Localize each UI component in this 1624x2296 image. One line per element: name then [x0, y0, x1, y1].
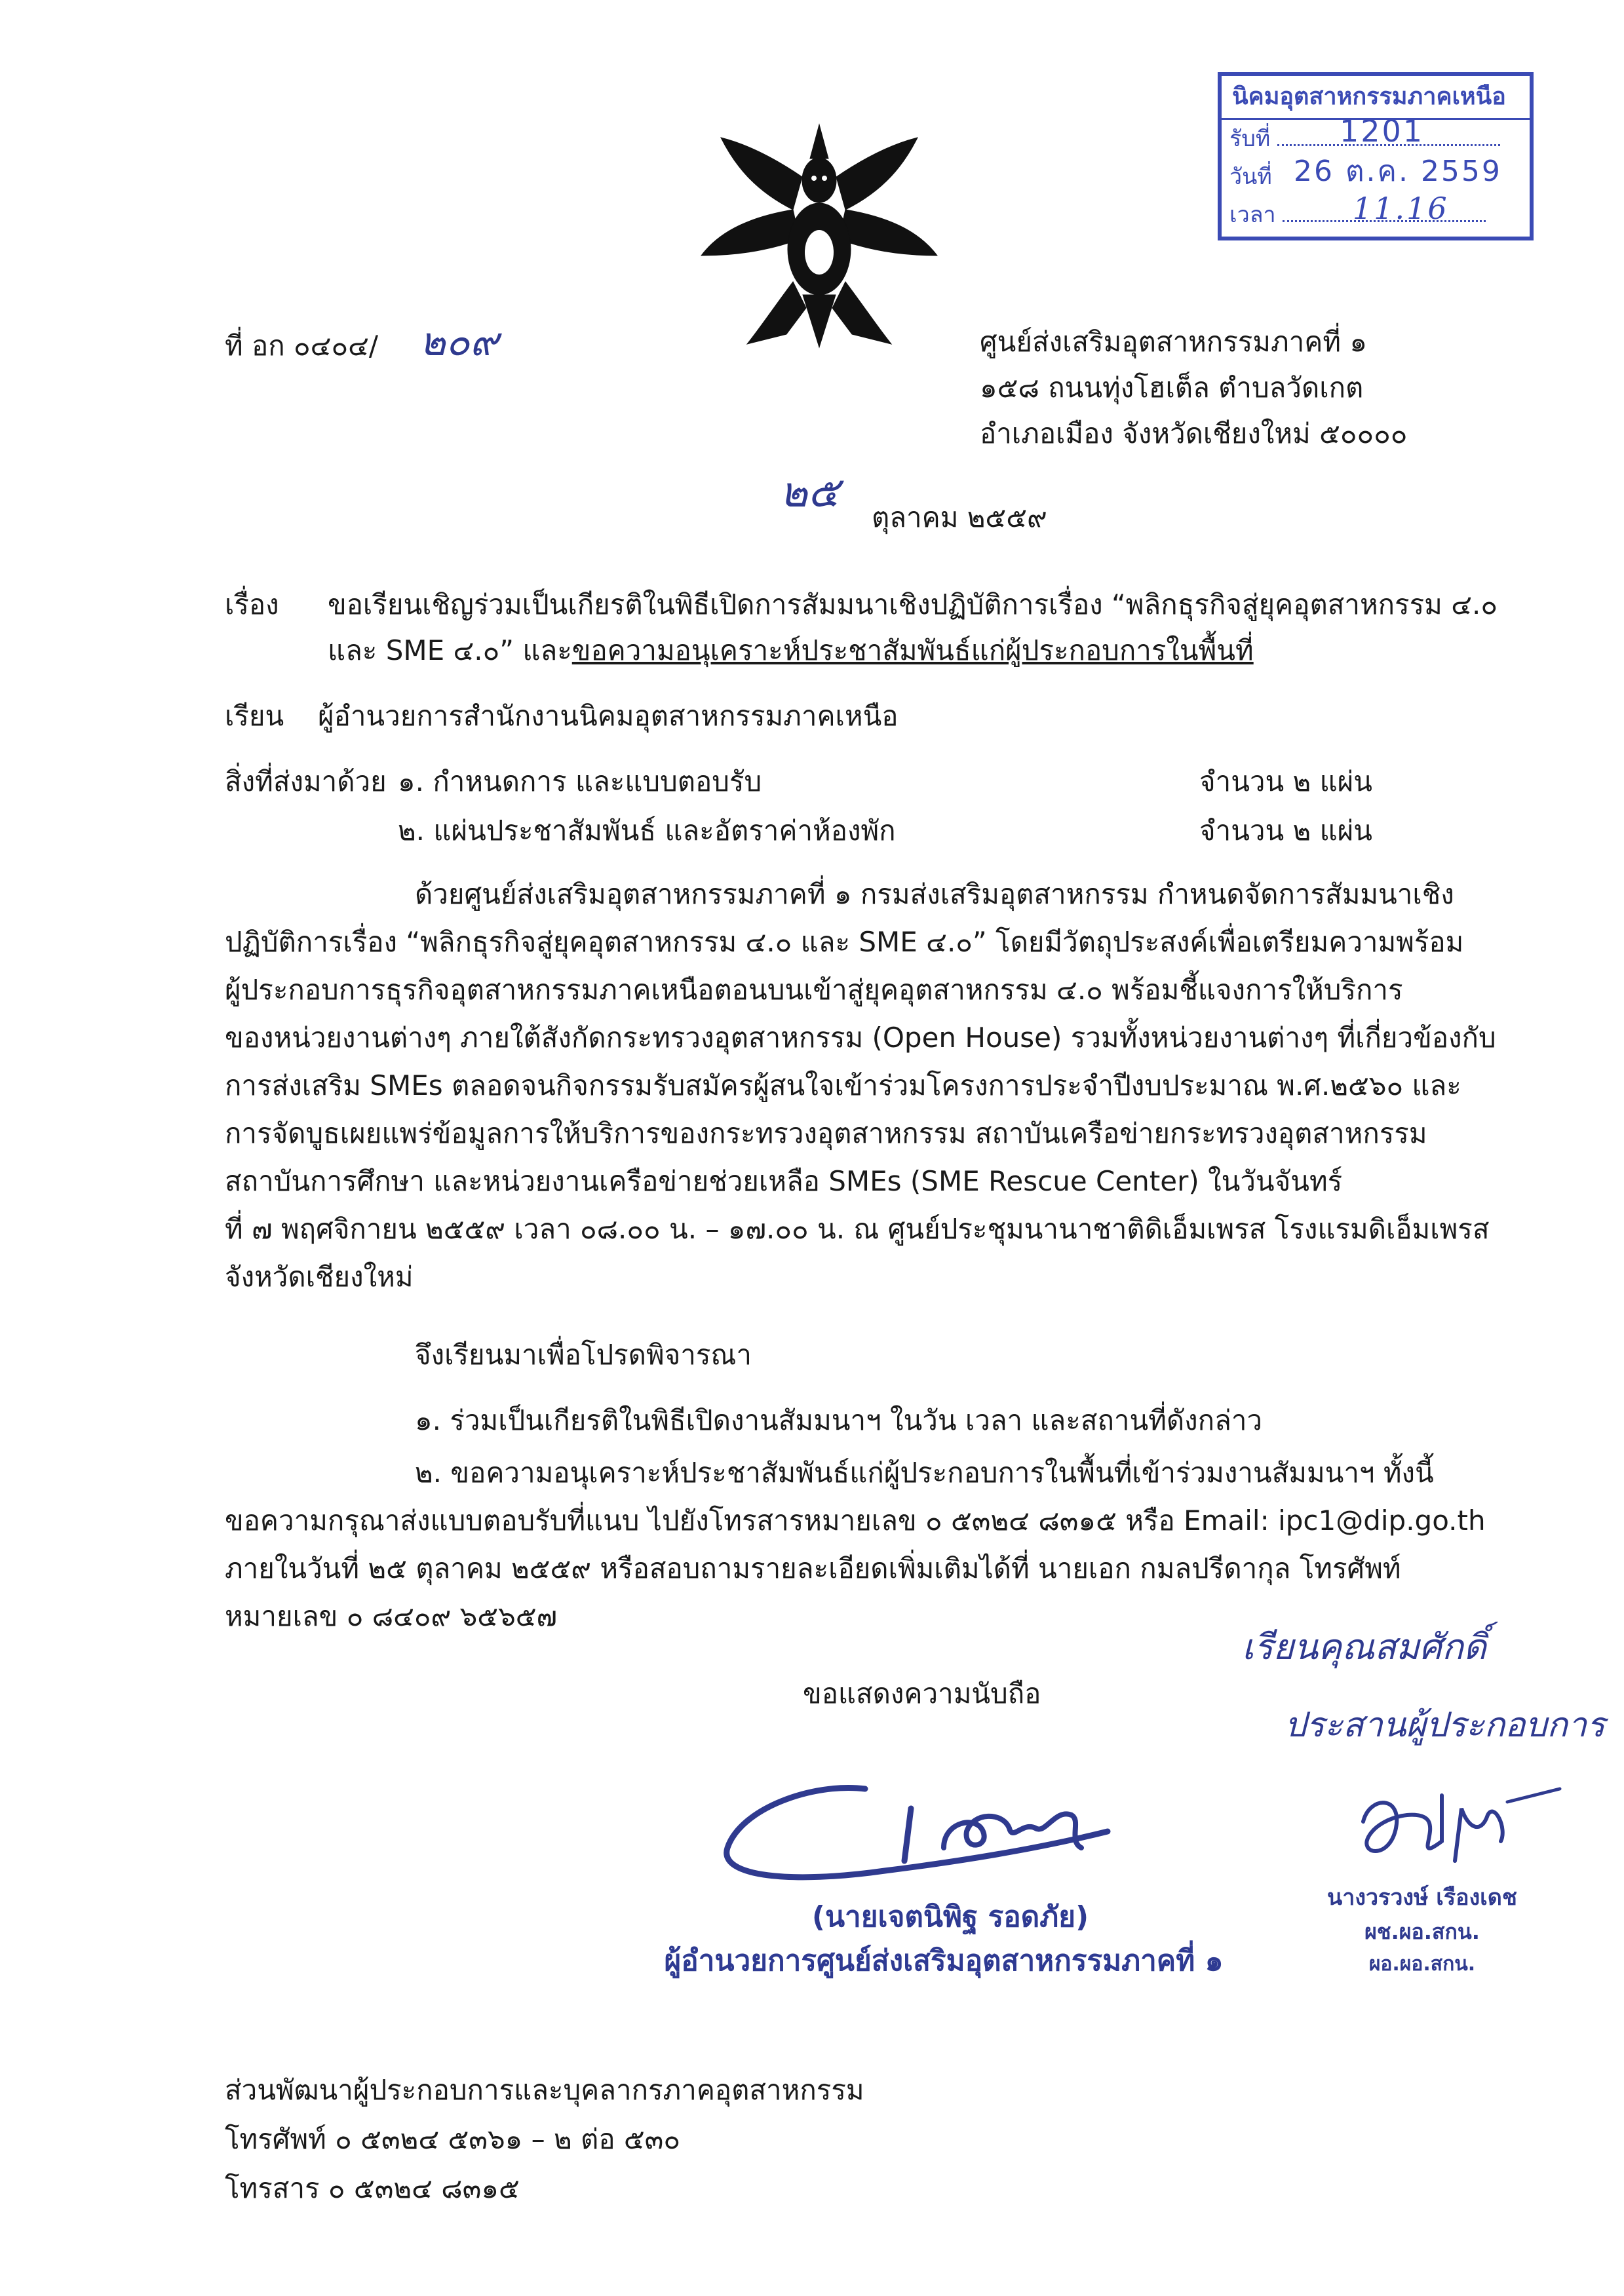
garuda-emblem-icon: [695, 118, 944, 354]
initials-scribble-icon: [1344, 1782, 1566, 1881]
body-line: จังหวัดเชียงใหม่: [225, 1261, 414, 1293]
received-stamp: [1218, 72, 1534, 240]
stamp-time-label: เวลา: [1229, 202, 1276, 228]
recipient-value: ผู้อำนวยการสำนักงานนิคมอุตสาหกรรมภาคเหนือ: [318, 700, 899, 732]
enclosures-label: สิ่งที่ส่งมาด้วย: [225, 765, 387, 797]
date-month-year: ตุลาคม ๒๕๕๙: [872, 501, 1047, 533]
approval-stamp: [1271, 1881, 1573, 1980]
body-line: ที่ ๗ พฤศจิกายน ๒๕๕๙ เวลา ๐๘.๐๐ น. – ๑๗.๐๐ น. ณ ศูนย์ประชุมนานาชาติดิเอ็มเพรส โรงแรมดิเอ็มเพรส: [225, 1213, 1490, 1245]
recipient-label: เรียน: [225, 700, 284, 732]
body-line: ปฏิบัติการเรื่อง “พลิกธุรกิจสู่ยุคอุตสาหกรรม ๔.๐ และ SME ๔.๐” โดยมีวัตถุประสงค์เพื่อเตรียมความพร้อม: [225, 926, 1464, 958]
approval-stamp-line-1: นางวรวงษ์ เรืองเดช: [1327, 1885, 1517, 1911]
sender-line-2: ๑๕๘ ถนนทุ่งโฮเต็ล ตำบลวัดเกต: [980, 372, 1364, 404]
request-line: ๒. ขอความอนุเคราะห์ประชาสัมพันธ์แก่ผู้ประกอบการในพื้นที่เข้าร่วมงานสัมมนาฯ ทั้งนี้: [415, 1457, 1434, 1489]
enclosure-count-1: จำนวน ๒ แผ่น: [1199, 765, 1372, 797]
body-line: ด้วยศูนย์ส่งเสริมอุตสาหกรรมภาคที่ ๑ กรมส่งเสริมอุตสาหกรรม กำหนดจัดการสัมมนาเชิง: [415, 878, 1454, 910]
reference-line: [225, 319, 499, 366]
stamp-date-value: 26 ต.ค. 2559: [1294, 155, 1502, 188]
handwritten-note-line-2: ประสานผู้ประกอบการ: [1285, 1706, 1606, 1745]
body-line: ผู้ประกอบการธุรกิจอุตสาหกรรมภาคเหนือตอนบนเข้าสู่ยุคอุตสาหกรรม ๔.๐ พร้อมชี้แจงการให้บริการ: [225, 974, 1403, 1006]
enclosure-item-2: ๒. แผ่นประชาสัมพันธ์ และอัตราค่าห้องพัก: [398, 814, 896, 847]
request-line: ภายในวันที่ ๒๕ ตุลาคม ๒๕๕๙ หรือสอบถามรายละเอียดเพิ่มเติมได้ที่ นายเอก กมลปรีดากุล โทรศัพท์: [225, 1552, 1401, 1584]
footer-division: ส่วนพัฒนาผู้ประกอบการและบุคลากรภาคอุตสาหกรรม: [225, 2074, 864, 2106]
signer-position: ผู้อำนวยการศูนย์ส่งเสริมอุตสาหกรรมภาคที่ ๑: [664, 1944, 1224, 1978]
stamp-time-row: [1222, 191, 1530, 234]
approval-stamp-line-2: ผช.ผอ.สกน.: [1364, 1919, 1480, 1944]
request-line: หมายเลข ๐ ๘๔๐๙ ๖๕๖๕๗: [225, 1600, 558, 1632]
body-line: สถาบันการศึกษา และหน่วยงานเครือข่ายช่วยเหลือ SMEs (SME Rescue Center) ในวันจันทร์: [225, 1165, 1343, 1197]
approval-stamp-line-3: ผอ.ผอ.สกน.: [1368, 1953, 1476, 1976]
body-line: การจัดบูธเผยแพร่ข้อมูลการให้บริการของกระทรวงอุตสาหกรรม สถาบันเครือข่ายกระทรวงอุตสาหกรรม: [225, 1117, 1427, 1149]
body-line: ของหน่วยงานต่างๆ ภายใต้สังกัดกระทรวงอุตสาหกรรม (Open House) รวมทั้งหน่วยงานต่างๆ ที่เกี่ยวข้องกับ: [225, 1022, 1496, 1054]
enclosure-count-2: จำนวน ๒ แผ่น: [1199, 814, 1372, 847]
subject-line-2: [328, 631, 1254, 670]
footer-phone: โทรศัพท์ ๐ ๕๓๒๔ ๕๓๖๑ – ๒ ต่อ ๕๓๐: [225, 2123, 681, 2155]
sender-line-1: ศูนย์ส่งเสริมอุตสาหกรรมภาคที่ ๑: [980, 326, 1368, 358]
subject-label: เรื่อง: [225, 588, 279, 621]
stamp-received-value: 1201: [1340, 113, 1425, 149]
subject-line-2-underlined: ขอความอนุเคราะห์ประชาสัมพันธ์แก่ผู้ประกอบการในพื้นที่: [571, 634, 1254, 666]
enclosure-item-1: ๑. กำหนดการ และแบบตอบรับ: [398, 765, 762, 797]
handwritten-note-line-1: เรียนคุณสมศักดิ์: [1242, 1626, 1486, 1668]
date-day: ๒๕: [780, 469, 840, 517]
body-line: การส่งเสริม SMEs ตลอดจนกิจกรรมรับสมัครผู้สนใจเข้าร่วมโครงการประจำปีงบประมาณ พ.ศ.๒๕๖๐ และ: [225, 1069, 1461, 1101]
request-item-1: ๑. ร่วมเป็นเกียรติในพิธีเปิดงานสัมมนาฯ ในวัน เวลา และสถานที่ดังกล่าว: [415, 1404, 1263, 1436]
reference-prefix: ที่ อก ๐๔๐๔/: [225, 330, 379, 362]
body-paragraph-1: [225, 870, 1496, 1301]
stamp-org: นิคมอุตสาหกรรมภาคเหนือ: [1222, 76, 1530, 120]
stamp-date-label: วันที่: [1229, 164, 1272, 190]
request-item-2: [225, 1449, 1486, 1640]
subject-line-1: ขอเรียนเชิญร่วมเป็นเกียรติในพิธีเปิดการสัมมนาเชิงปฏิบัติการเรื่อง “พลิกธุรกิจสู่ยุคอุตสาหกรรม ๔.๐: [328, 588, 1498, 621]
subject-line-2-plain: และ SME ๔.๐” และ: [328, 634, 572, 666]
reference-number: ๒๐๙: [419, 319, 499, 365]
closing-request: จึงเรียนมาเพื่อโปรดพิจารณา: [415, 1339, 752, 1371]
footer-fax: โทรสาร ๐ ๕๓๒๔ ๘๓๑๕: [225, 2172, 520, 2204]
stamp-received-label: รับที่: [1229, 126, 1271, 152]
sender-line-3: อำเภอเมือง จังหวัดเชียงใหม่ ๕๐๐๐๐: [980, 417, 1408, 450]
signer-name: (นายเจตนิพิฐ รอดภัย): [811, 1900, 1089, 1934]
request-line: ขอความกรุณาส่งแบบตอบรับที่แนบ ไปยังโทรสารหมายเลข ๐ ๕๓๒๔ ๘๓๑๕ หรือ Email: ipc1@dip.go.th: [225, 1504, 1486, 1537]
closing-salutation: ขอแสดงความนับถือ: [803, 1677, 1041, 1710]
signature-scribble-icon: [714, 1769, 1121, 1894]
stamp-time-value: 11.16: [1353, 191, 1449, 226]
